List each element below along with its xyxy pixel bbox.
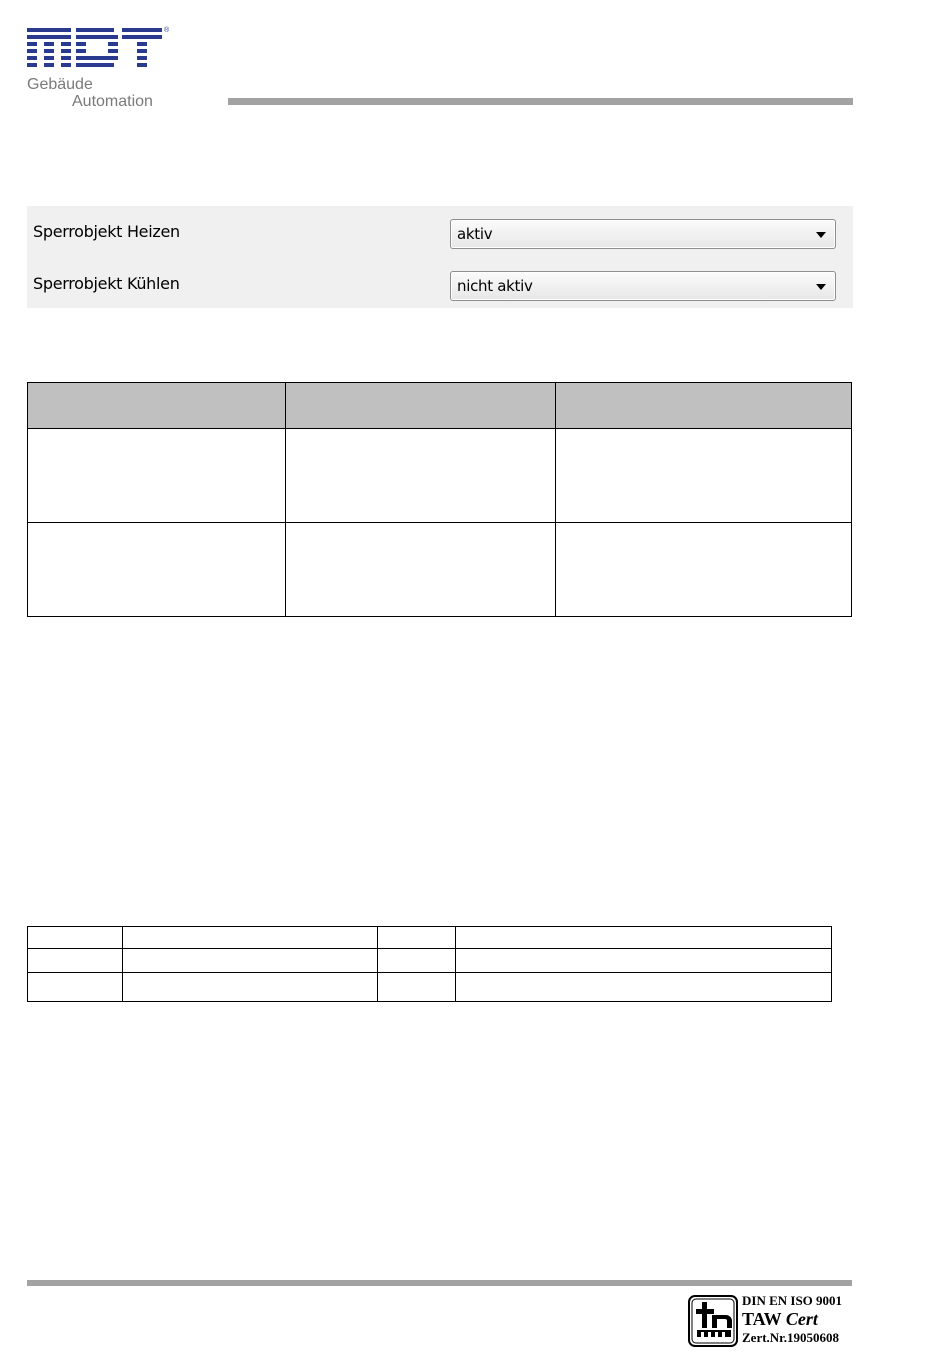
sperrobjekt-kuehlen-dropdown[interactable] xyxy=(450,271,836,301)
header-divider xyxy=(228,98,853,105)
param-row-sperrobjekt-kuehlen xyxy=(27,265,853,305)
table-cell xyxy=(378,949,456,973)
mdt-logo xyxy=(26,26,176,116)
table-header-cell xyxy=(28,383,286,429)
logo-subtitle-2: Automation xyxy=(72,93,153,110)
table-row xyxy=(28,523,852,617)
table-cell xyxy=(123,973,378,1002)
table-header-cell xyxy=(556,383,852,429)
cert-number: Zert.Nr.19050608 xyxy=(742,1330,840,1345)
table-cell xyxy=(456,949,832,973)
sperrobjekt-heizen-dropdown[interactable] xyxy=(450,219,836,249)
table-cell xyxy=(28,949,123,973)
table-header-row xyxy=(28,383,852,429)
dropdown-value: aktiv xyxy=(457,225,493,243)
cert-issuer-cert: Cert xyxy=(785,1309,818,1329)
cert-standard: DIN EN ISO 9001 xyxy=(742,1293,843,1308)
table-row xyxy=(28,429,852,523)
param-label: Sperrobjekt Kühlen xyxy=(33,274,180,293)
table-cell xyxy=(28,429,286,523)
table-cell xyxy=(378,927,456,949)
object-table xyxy=(27,926,832,1002)
footer-divider xyxy=(27,1280,852,1286)
table-cell xyxy=(456,973,832,1002)
table-row xyxy=(28,949,832,973)
logo-subtitle-1: Gebäude xyxy=(27,76,93,93)
table-cell xyxy=(286,523,556,617)
dropdown-arrow-icon xyxy=(816,284,826,290)
parameter-panel xyxy=(27,206,853,308)
dropdown-value: nicht aktiv xyxy=(457,277,533,295)
table-cell xyxy=(286,429,556,523)
table-cell xyxy=(123,927,378,949)
param-label: Sperrobjekt Heizen xyxy=(33,222,180,241)
table-header-cell xyxy=(286,383,556,429)
cert-issuer xyxy=(742,1308,842,1330)
table-cell xyxy=(378,973,456,1002)
dropdown-arrow-icon xyxy=(816,232,826,238)
table-row xyxy=(28,927,832,949)
table-cell xyxy=(456,927,832,949)
description-table xyxy=(27,382,852,617)
table-cell xyxy=(556,523,852,617)
table-cell xyxy=(28,523,286,617)
cert-issuer-taw: TAW xyxy=(742,1309,782,1329)
registered-mark: ® xyxy=(164,27,170,34)
table-cell xyxy=(28,973,123,1002)
certification-text xyxy=(742,1293,842,1345)
taw-cert-logo-icon xyxy=(688,1295,738,1347)
mdt-logo-mark xyxy=(26,26,166,74)
table-row xyxy=(28,973,832,1002)
table-cell xyxy=(556,429,852,523)
param-row-sperrobjekt-heizen xyxy=(27,213,853,253)
table-cell xyxy=(28,927,123,949)
table-cell xyxy=(123,949,378,973)
